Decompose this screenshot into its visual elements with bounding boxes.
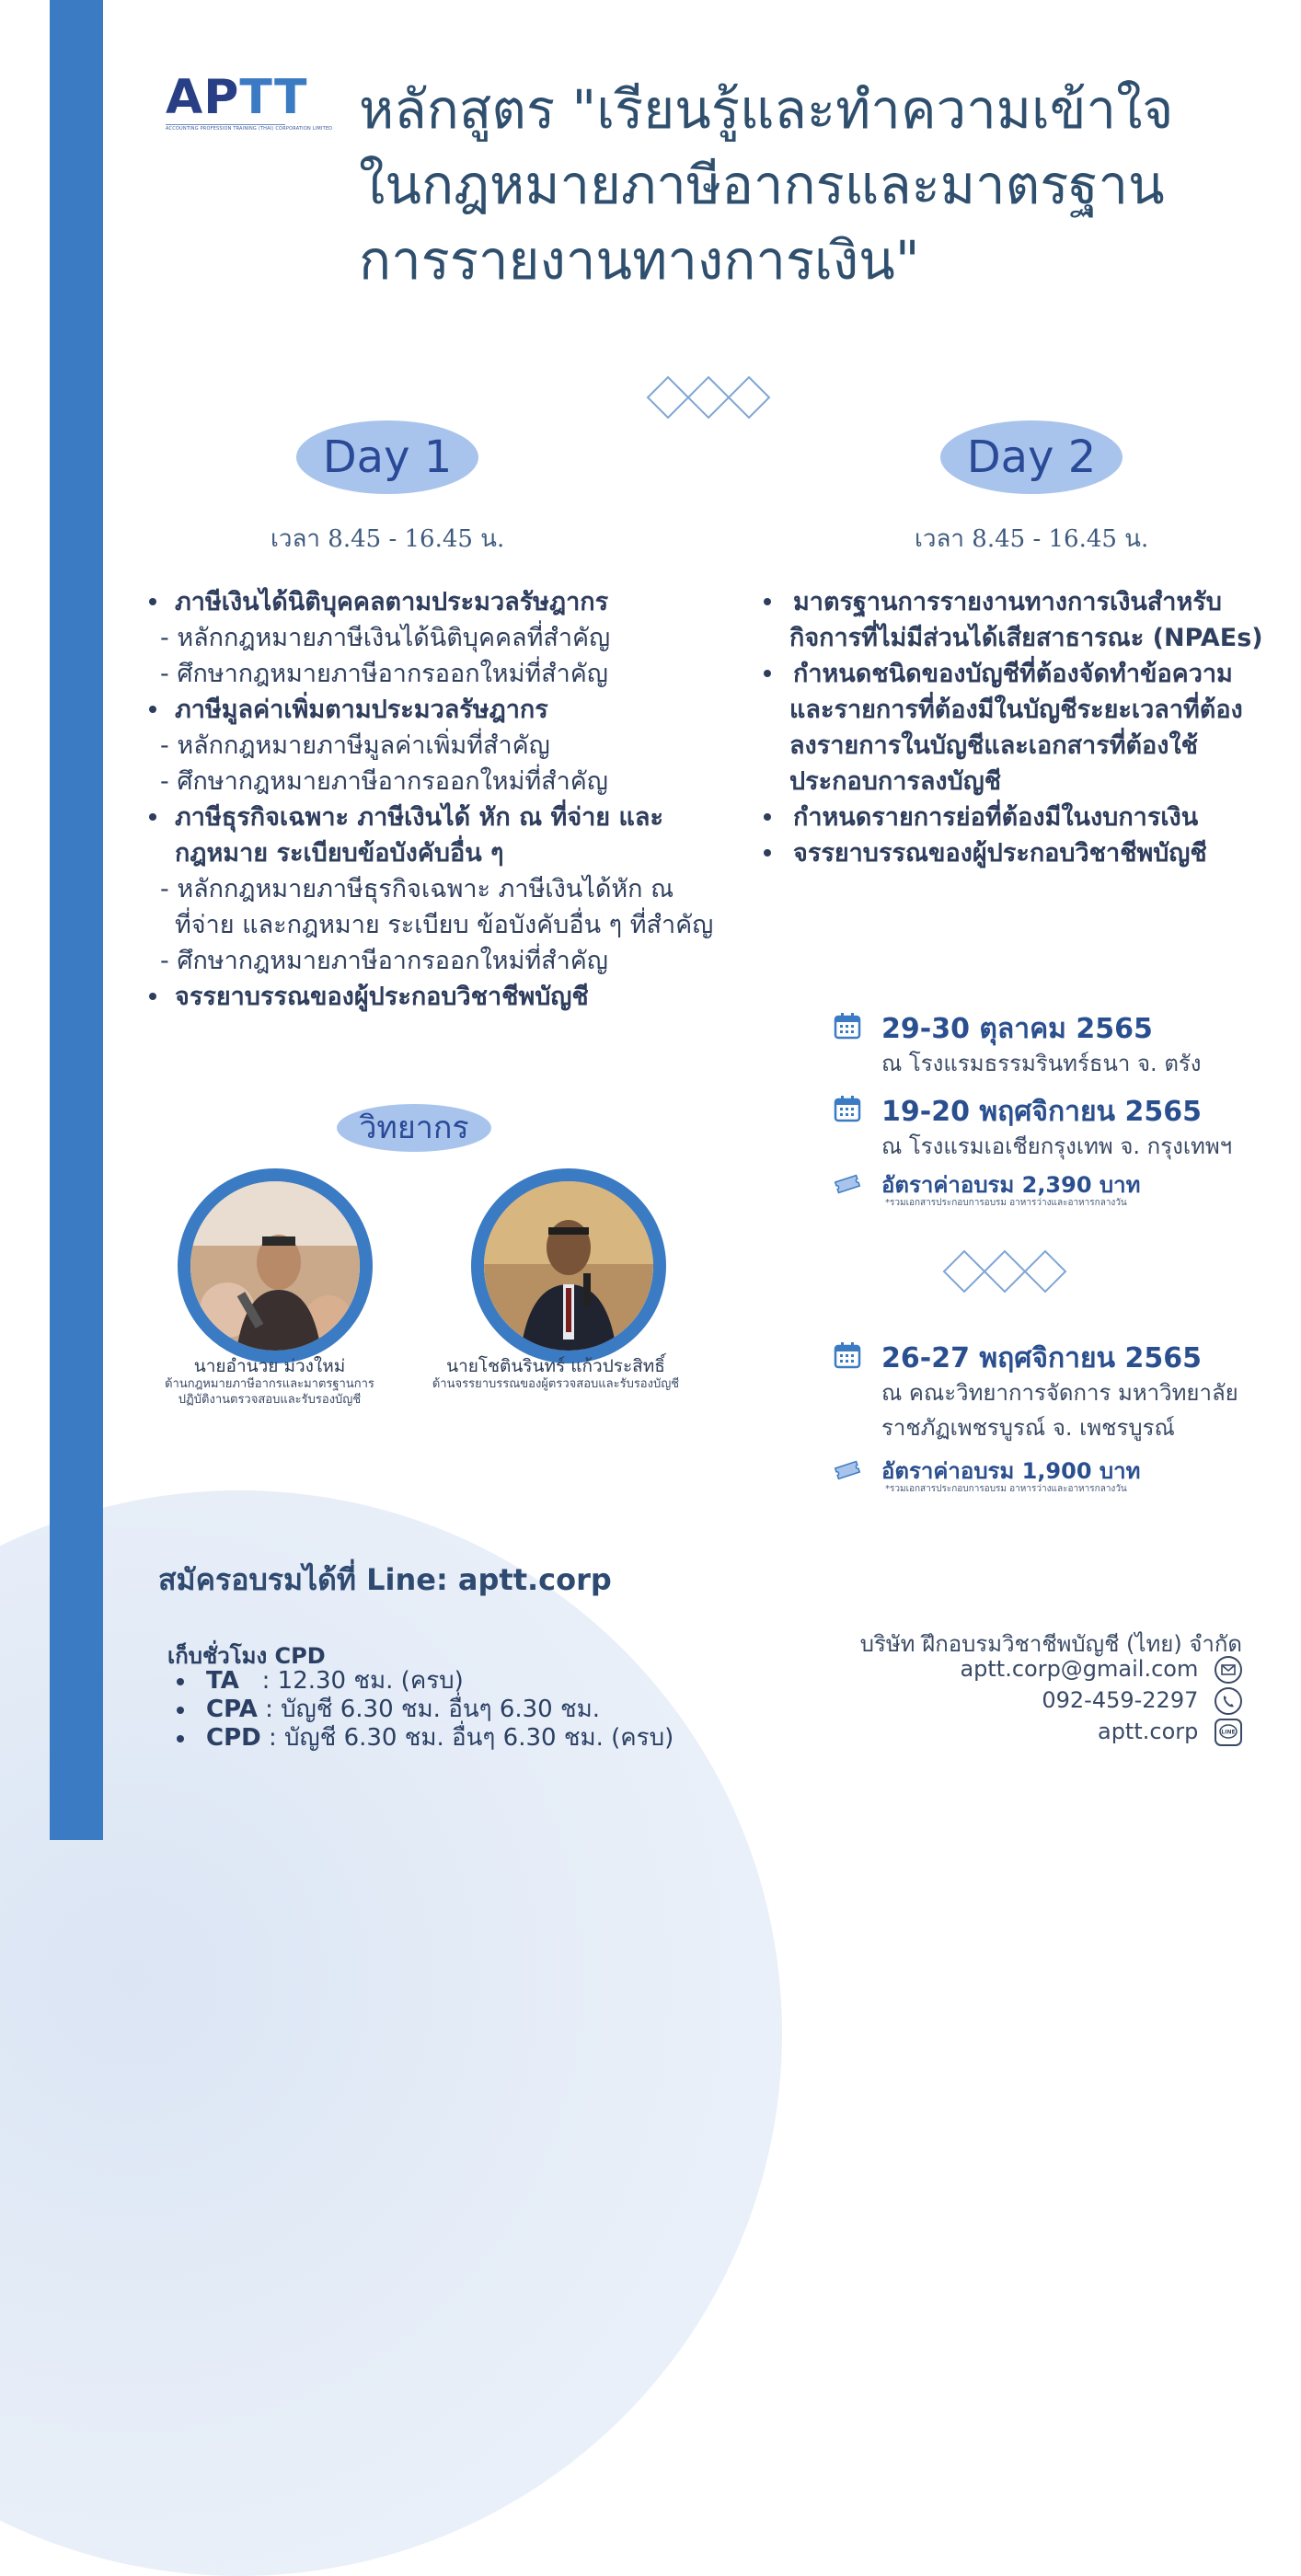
calendar-icon — [834, 1341, 861, 1369]
day2-topics — [762, 584, 1263, 871]
contact-email[interactable]: aptt.corp@gmail.com — [960, 1656, 1242, 1684]
topic-item: - ศึกษากฎหมายภาษีอากรออกใหม่ที่สำคัญ — [160, 947, 608, 975]
day1-badge: Day 1 — [296, 420, 478, 494]
topic-item: กิจการที่ไม่มีส่วนได้เสียสาธารณะ (NPAEs) — [789, 624, 1263, 652]
aptt-logo: APTT ACCOUNTING PROFESSION TRAINING (THAI) CORPORATION LIMITED — [166, 70, 333, 132]
cpd-title: เก็บชั่วโมง CPD — [167, 1643, 326, 1669]
topic-item: ที่จ่าย และกฎหมาย ระเบียบ ข้อบังคับอื่น ๆ ที่สำคัญ — [175, 911, 714, 939]
topic-item: จรรยาบรรณของผู้ประกอบวิชาชีพบัญชี — [762, 835, 1263, 871]
day2-time: เวลา 8.45 - 16.45 น. — [915, 525, 1149, 553]
event-date: 26-27 พฤศจิกายน 2565 — [881, 1342, 1202, 1374]
cpd-item: CPD : บัญชี 6.30 ชม. อื่นๆ 6.30 ชม. (ครบ) — [175, 1724, 674, 1753]
topic-item: ภาษีเงินได้นิติบุคคลตามประมวลรัษฎากร — [147, 584, 713, 620]
fee-price: อัตราค่าอบรม 2,390 บาท — [881, 1172, 1141, 1198]
topic-item: จรรยาบรรณของผู้ประกอบวิชาชีพบัญชี — [147, 979, 713, 1015]
diamonds-divider — [646, 375, 775, 421]
topic-item: มาตรฐานการรายงานทางการเงินสำหรับ — [762, 584, 1263, 620]
fee-note: *รวมเอกสารประกอบการอบรม อาหารว่างและอาหารกลางวัน — [885, 1198, 1127, 1208]
contact-line[interactable]: aptt.corp LINE — [1098, 1719, 1242, 1746]
day1-time: เวลา 8.45 - 16.45 น. — [271, 525, 505, 553]
day1-topics — [147, 584, 713, 1015]
line-icon — [1215, 1719, 1242, 1746]
event-place: ราชภัฏเพชรบูรณ์ จ. เพชรบูรณ์ — [881, 1415, 1175, 1441]
email-icon — [1215, 1656, 1242, 1684]
contact-phone[interactable]: 092-459-2297 — [1042, 1687, 1242, 1715]
diamonds-divider — [942, 1249, 1071, 1295]
fee-note: *รวมเอกสารประกอบการอบรม อาหารว่างและอาหารกลางวัน — [885, 1484, 1127, 1494]
ticket-icon — [834, 1460, 861, 1480]
topic-item: - หลักกฎหมายภาษีมูลค่าเพิ่มที่สำคัญ — [160, 731, 550, 760]
speaker-name: นายโชตินรินทร์ แก้วประสิทธิ์ — [446, 1356, 665, 1376]
calendar-icon — [834, 1095, 861, 1122]
cpd-item: TA : 12.30 ชม. (ครบ) — [175, 1667, 674, 1696]
topic-item: - หลักกฎหมายภาษีธุรกิจเฉพาะ ภาษีเงินได้หัก ณ — [160, 875, 674, 903]
topic-item: ประกอบการลงบัญชี — [789, 767, 1002, 796]
ticket-icon — [834, 1174, 861, 1194]
event-place: ณ โรงแรมธรรมรินทร์ธนา จ. ตรัง — [881, 1051, 1202, 1076]
event-date: 19-20 พฤศจิกายน 2565 — [881, 1096, 1202, 1128]
side-stripe — [50, 0, 103, 1840]
speaker-name: นายอำนวย ม่วงใหม่ — [193, 1356, 346, 1376]
title-line: หลักสูตร "เรียนรู้และทำความเข้าใจ — [359, 78, 1174, 141]
topic-item: และรายการที่ต้องมีในบัญชีระยะเวลาที่ต้อง — [789, 696, 1243, 724]
topic-item: กำหนดรายการย่อที่ต้องมีในงบการเงิน — [762, 799, 1263, 835]
topic-item: กฎหมาย ระเบียบข้อบังคับอื่น ๆ — [175, 839, 504, 868]
title-line: ในกฎหมายภาษีอากรและมาตรฐาน — [359, 154, 1165, 216]
speaker-photo — [471, 1168, 666, 1363]
topic-item: - หลักกฎหมายภาษีเงินได้นิติบุคคลที่สำคัญ — [160, 624, 611, 652]
speaker-desc: ด้านกฎหมายภาษีอากรและมาตรฐานการ ปฏิบัติงานตรวจสอบและรับรองบัญชี — [165, 1377, 374, 1407]
speaker-photo — [178, 1168, 373, 1363]
speakers-badge: วิทยากร — [337, 1104, 491, 1152]
company-name: บริษัท ฝึกอบรมวิชาชีพบัญชี (ไทย) จำกัด — [859, 1631, 1242, 1657]
event-place: ณ คณะวิทยาการจัดการ มหาวิทยาลัย — [881, 1380, 1238, 1406]
page-title — [359, 72, 1242, 298]
topic-item: - ศึกษากฎหมายภาษีอากรออกใหม่ที่สำคัญ — [160, 767, 608, 796]
speaker-desc: ด้านจรรยาบรรณของผู้ตรวจสอบและรับรองบัญชี — [432, 1377, 680, 1391]
phone-icon — [1215, 1687, 1242, 1715]
topic-item: - ศึกษากฎหมายภาษีอากรออกใหม่ที่สำคัญ — [160, 660, 608, 688]
topic-item: ภาษีมูลค่าเพิ่มตามประมวลรัษฎากร — [147, 692, 713, 728]
calendar-icon — [834, 1012, 861, 1040]
svg-text:LINE: LINE — [1221, 1729, 1236, 1736]
topic-item: กำหนดชนิดของบัญชีที่ต้องจัดทำข้อความ — [762, 656, 1263, 692]
register-line: สมัครอบรมได้ที่ Line: aptt.corp — [158, 1562, 612, 1597]
cpd-list — [175, 1667, 674, 1753]
background-circle — [0, 1490, 782, 2576]
event-date: 29-30 ตุลาคม 2565 — [881, 1013, 1153, 1045]
topic-item: ภาษีธุรกิจเฉพาะ ภาษีเงินได้ หัก ณ ที่จ่าย และ — [147, 799, 713, 835]
day2-badge: Day 2 — [940, 420, 1123, 494]
fee-price: อัตราค่าอบรม 1,900 บาท — [881, 1458, 1141, 1484]
event-place: ณ โรงแรมเอเชียกรุงเทพ จ. กรุงเทพฯ — [881, 1133, 1233, 1159]
topic-item: ลงรายการในบัญชีและเอกสารที่ต้องใช้ — [789, 731, 1198, 760]
title-line: การรายงานทางการเงิน" — [359, 229, 920, 292]
cpd-item: CPA : บัญชี 6.30 ชม. อื่นๆ 6.30 ชม. — [175, 1696, 674, 1724]
